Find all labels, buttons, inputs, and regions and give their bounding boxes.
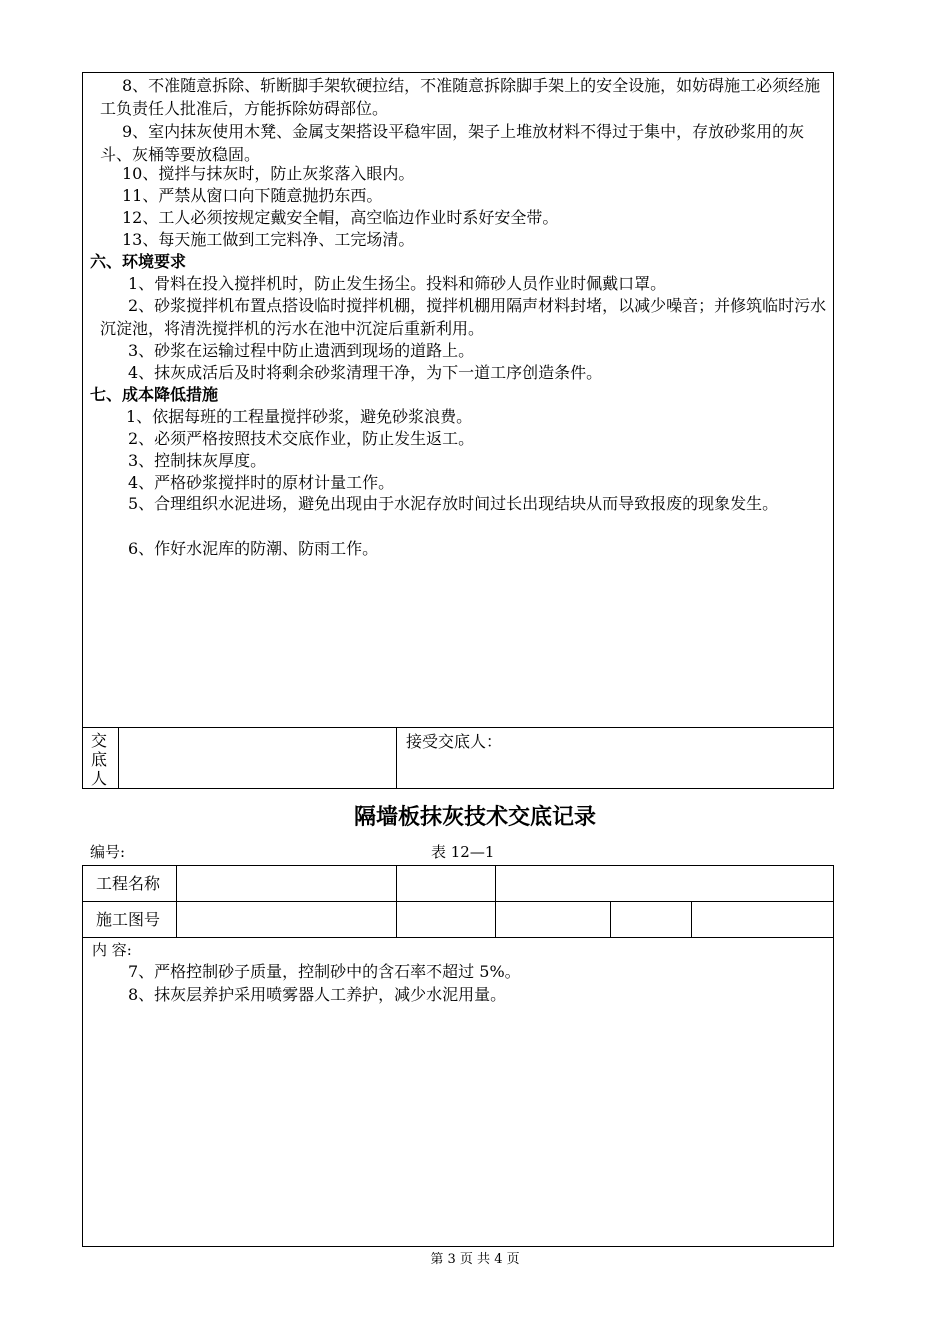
lower-table <box>82 865 834 1247</box>
lower-item-7: 7、严格控制砂子质量，控制砂中的含石率不超过 5%。 <box>128 962 521 981</box>
sign-label: 交底人 <box>91 731 108 788</box>
cost-item-1: 1、依据每班的工程量搅拌砂浆，避免砂浆浪费。 <box>126 407 473 426</box>
page-footer: 第 3 页 共 4 页 <box>430 1252 520 1267</box>
lower-item-8: 8、抹灰层养护采用喷雾器人工养护，减少水泥用量。 <box>128 985 507 1004</box>
env-item-4: 4、抹灰成活后及时将剩余砂浆清理干净，为下一道工序创造条件。 <box>128 363 603 382</box>
item-12: 12、工人必须按规定戴安全帽，高空临边作业时系好安全带。 <box>122 208 559 227</box>
receiver-divider <box>396 727 397 789</box>
env-item-3: 3、砂浆在运输过程中防止遗洒到现场的道路上。 <box>128 341 475 360</box>
project-name-label: 工程名称 <box>96 874 161 893</box>
cost-item-6: 6、作好水泥库的防潮、防雨工作。 <box>128 539 379 558</box>
number-label: 编号: <box>90 843 126 861</box>
item-10: 10、搅拌与抹灰时，防止灰浆落入眼内。 <box>122 164 415 183</box>
item-11: 11、严禁从窗口向下随意抛扔东西。 <box>122 186 383 205</box>
env-heading: 六、环境要求 <box>90 252 187 271</box>
env-item-2: 2、砂浆搅拌机布置点搭设临时搅拌机棚，搅拌机棚用隔声材料封堵，以减少噪音；并修筑临时污水沉淀池，将清洗搅拌机的污水在池中沉淀后重新利用。 <box>100 296 827 338</box>
cost-item-3: 3、控制抹灰厚度。 <box>128 451 267 470</box>
drawing-no-label: 施工图号 <box>96 910 161 929</box>
cost-item-5: 5、合理组织水泥进场，避免出现由于水泥存放时间过长出现结块从而导致报废的现象发生。 <box>128 494 779 513</box>
sign-label-divider <box>118 727 119 789</box>
col-divider-a <box>396 865 397 938</box>
upper-table-sign-divider <box>82 727 834 728</box>
env-item-1: 1、骨料在投入搅拌机时，防止发生扬尘。投料和筛砂人员作业时佩戴口罩。 <box>128 274 667 293</box>
receiver-label: 接受交底人： <box>406 732 503 751</box>
item-9: 9、室内抹灰使用木凳、金属支架搭设平稳牢固，架子上堆放材料不得过于集中，存放砂浆用的灰斗、灰桶等要放稳固。 <box>100 122 805 164</box>
cost-heading: 七、成本降低措施 <box>90 385 219 404</box>
item-13: 13、每天施工做到工完料净、工完场清。 <box>122 230 415 249</box>
col-divider-d <box>691 901 692 938</box>
row-divider-1 <box>82 901 834 902</box>
content-label: 内 容: <box>92 941 132 959</box>
row-divider-2 <box>82 937 834 938</box>
col-divider-c <box>610 901 611 938</box>
form-number: 表 12—1 <box>431 843 495 861</box>
form-title: 隔墙板抹灰技术交底记录 <box>353 805 596 830</box>
cost-item-4: 4、严格砂浆搅拌时的原材计量工作。 <box>128 473 395 492</box>
item-8: 8、不准随意拆除、斩断脚手架软硬拉结，不准随意拆除脚手架上的安全设施，如妨碍施工必须经施工负责任人批准后，方能拆除妨碍部位。 <box>100 76 821 118</box>
cost-item-2: 2、必须严格按照技术交底作业，防止发生返工。 <box>128 429 475 448</box>
col-divider-b <box>495 865 496 938</box>
col-divider-label <box>176 865 177 938</box>
